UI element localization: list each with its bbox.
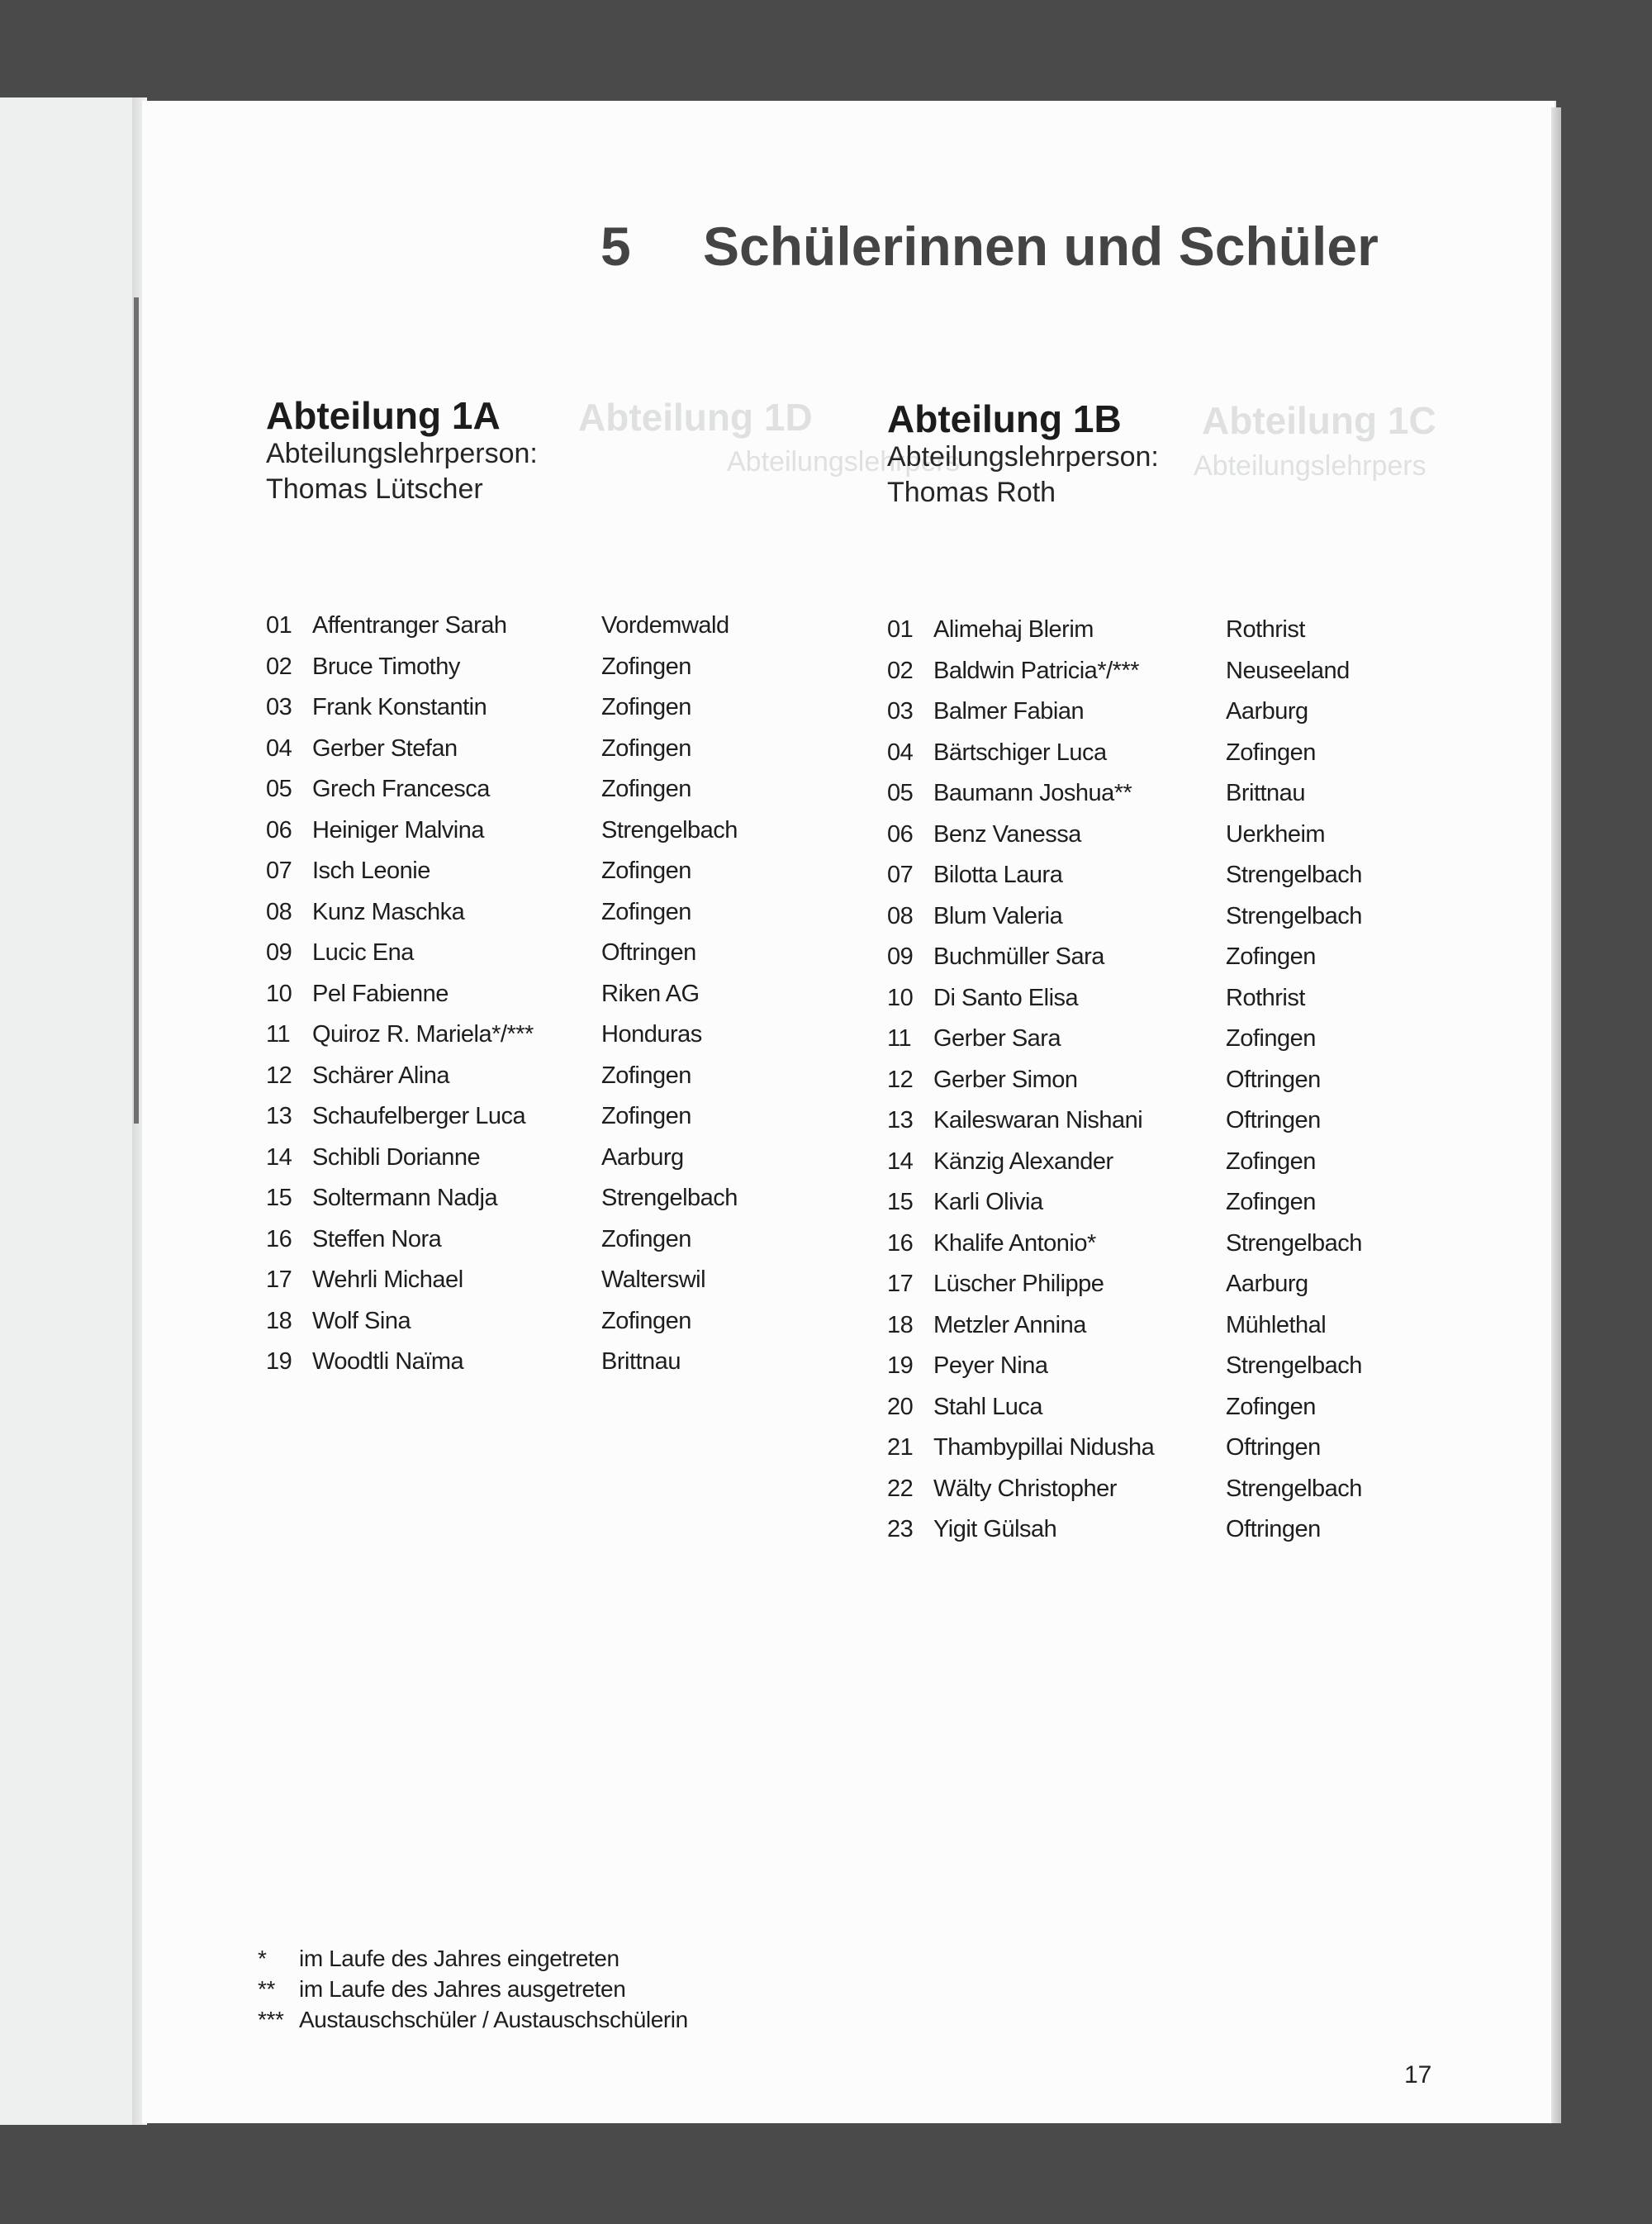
student-number: 14 [266,1143,292,1171]
student-town: Zofingen [1226,1189,1316,1215]
student-name: Schibli Dorianne [312,1143,481,1171]
student-town: Oftringen [1226,1107,1321,1133]
student-name: Bruce Timothy [312,653,460,680]
student-town: Oftringen [601,939,696,966]
section-1b-header [887,398,1159,511]
student-number: 10 [887,984,914,1011]
student-name: Metzler Annina [933,1311,1086,1338]
student-row [887,1509,1350,1551]
student-town: Strengelbach [1226,1352,1362,1379]
student-number: 10 [266,980,292,1007]
student-town: Rothrist [1226,616,1305,643]
student-town: Aarburg [601,1143,684,1171]
student-town: Uerkheim [1226,820,1326,848]
footnote-mark: * [258,1946,267,1971]
student-town: Zofingen [601,776,691,802]
footnote-mark: ** [258,1976,275,2002]
student-number: 12 [887,1066,914,1093]
student-number: 21 [887,1434,914,1461]
student-row [266,933,696,974]
student-number: 01 [887,616,914,643]
teacher-name: Thomas Lütscher [266,473,483,505]
student-town: Rothrist [1226,984,1305,1011]
student-town: Zofingen [601,1062,691,1089]
student-name: Pel Fabienne [312,980,449,1007]
student-name: Karli Olivia [933,1189,1043,1215]
student-name: Wehrli Michael [312,1266,463,1293]
student-name: Khalife Antonio* [933,1229,1096,1257]
student-row [266,1015,702,1056]
student-number: 19 [887,1352,914,1379]
student-row [887,610,1350,651]
student-name: Quiroz R. Mariela*/*** [312,1021,534,1048]
student-row [266,729,691,770]
student-town: Brittnau [601,1348,681,1375]
student-row [887,896,1362,938]
showthrough-text: Abteilungslehrpers [727,446,960,478]
student-town: Zofingen [1226,1393,1316,1420]
student-number: 02 [887,657,914,684]
student-name: Benz Vanessa [933,820,1081,848]
section-title: Abteilung 1B [887,397,1122,440]
teacher-label: Abteilungslehrperson: [887,441,1159,473]
student-name: Bärtschiger Luca [933,739,1107,766]
chapter-title: Schülerinnen und Schüler [703,216,1379,277]
student-name: Lucic Ena [312,939,414,966]
student-number: 05 [266,776,292,802]
student-row [887,855,1362,896]
student-number: 19 [266,1348,292,1375]
student-town: Strengelbach [1226,1475,1362,1502]
student-row [887,937,1350,978]
student-town: Zofingen [1226,739,1316,766]
chapter-heading [601,215,1379,278]
student-row [266,1260,706,1301]
student-number: 02 [266,653,292,680]
chapter-number: 5 [601,216,631,277]
student-row [266,1219,691,1261]
student-row [266,1178,738,1219]
student-name: Stahl Luca [933,1393,1043,1420]
student-list-1b [887,610,1362,1551]
student-name: Lüscher Philippe [933,1271,1104,1297]
student-town: Strengelbach [601,816,738,844]
showthrough-text: Abteilung 1D [578,396,813,439]
student-town: Strengelbach [1226,862,1362,888]
student-name: Isch Leonie [312,858,430,884]
student-name: Steffen Nora [312,1225,442,1252]
student-number: 03 [266,694,292,720]
student-row [887,1142,1350,1183]
student-name: Yigit Gülsah [933,1516,1057,1542]
student-name: Wälty Christopher [933,1475,1117,1502]
student-number: 17 [887,1271,914,1297]
student-name: Känzig Alexander [933,1148,1113,1175]
student-name: Schärer Alina [312,1062,449,1089]
student-town: Honduras [601,1021,702,1048]
student-number: 15 [266,1185,292,1211]
student-number: 08 [266,898,292,925]
student-number: 04 [887,739,914,766]
student-number: 13 [887,1107,914,1133]
student-town: Zofingen [1226,1025,1316,1052]
student-number: 01 [266,612,292,639]
student-row [266,1342,681,1383]
student-name: Blum Valeria [933,902,1063,929]
student-number: 18 [266,1307,292,1334]
student-name: Affentranger Sarah [312,612,507,639]
student-row [887,1019,1350,1060]
student-town: Strengelbach [601,1185,738,1211]
student-row [266,606,729,647]
section-title: Abteilung 1A [266,394,501,437]
student-name: Peyer Nina [933,1352,1048,1379]
student-number: 04 [266,734,292,762]
student-number: 13 [266,1103,292,1129]
student-number: 22 [887,1475,914,1502]
page-number: 17 [1404,2061,1432,2089]
student-row [266,1096,691,1138]
footnote-text: Austauschschüler / Austauschschülerin [299,2007,688,2032]
section-1a-header [266,395,538,507]
student-town: Zofingen [601,858,691,884]
student-number: 09 [266,939,292,966]
student-number: 06 [887,820,914,848]
footnote [258,2004,688,2035]
student-town: Vordemwald [601,612,729,639]
student-name: Woodtli Naïma [312,1348,464,1375]
student-number: 16 [266,1225,292,1252]
facing-page [0,97,140,2125]
student-town: Oftringen [1226,1434,1321,1461]
student-row [887,1346,1362,1387]
student-number: 23 [887,1516,914,1542]
student-name: Baumann Joshua** [933,780,1132,806]
student-town: Zofingen [601,898,691,925]
student-town: Zofingen [1226,943,1316,970]
student-number: 11 [266,1021,291,1048]
student-number: 09 [887,943,914,970]
student-name: Heiniger Malvina [312,816,484,844]
student-number: 18 [887,1311,914,1338]
footnotes [258,1943,688,2035]
student-row [266,892,691,934]
student-number: 08 [887,902,914,929]
student-name: Balmer Fabian [933,698,1085,725]
footnote [258,1943,688,1974]
student-row [887,651,1350,692]
student-number: 06 [266,816,292,844]
student-town: Zofingen [1226,1148,1316,1175]
student-number: 11 [887,1025,912,1052]
teacher-label: Abteilungslehrperson: [266,438,538,469]
student-name: Kunz Maschka [312,898,465,925]
student-town: Walterswil [601,1266,706,1293]
student-town: Zofingen [601,1307,691,1334]
footnote-text: im Laufe des Jahres ausgetreten [299,1976,626,2002]
student-number: 03 [887,698,914,725]
student-town: Oftringen [1226,1516,1321,1542]
footnote-mark: *** [258,2007,284,2032]
student-name: Gerber Simon [933,1066,1078,1093]
student-list-1a [266,606,738,1383]
student-number: 14 [887,1148,914,1175]
student-town: Mühlethal [1226,1311,1327,1338]
student-row [887,691,1350,733]
student-row [887,815,1350,856]
student-row [266,1056,691,1097]
student-name: Thambypillai Nidusha [933,1434,1155,1461]
student-town: Zofingen [601,653,691,680]
student-name: Baldwin Patricia*/*** [933,657,1140,684]
student-town: Aarburg [1226,1271,1308,1297]
student-name: Kaileswaran Nishani [933,1107,1143,1133]
student-name: Schaufelberger Luca [312,1103,526,1129]
student-number: 12 [266,1062,292,1089]
page-edge [1551,107,1561,2123]
student-row [887,1060,1350,1101]
student-number: 15 [887,1189,914,1215]
student-number: 05 [887,780,914,806]
student-row [887,1428,1350,1469]
student-row [266,851,691,892]
student-town: Oftringen [1226,1066,1321,1093]
student-town: Zofingen [601,1225,691,1252]
student-row [266,974,700,1015]
student-name: Di Santo Elisa [933,984,1079,1011]
student-town: Neuseeland [1226,657,1350,684]
student-name: Grech Francesca [312,776,490,802]
footnote [258,1974,688,2004]
student-row [887,1469,1362,1510]
student-town: Strengelbach [1226,1229,1362,1257]
student-row [266,687,691,729]
student-row [266,769,691,810]
student-number: 17 [266,1266,292,1293]
student-number: 16 [887,1229,914,1257]
student-row [266,647,691,688]
student-row [887,1100,1350,1142]
teacher-name: Thomas Roth [887,477,1056,508]
student-town: Zofingen [601,694,691,720]
student-number: 20 [887,1393,914,1420]
student-town: Brittnau [1226,780,1305,806]
student-name: Bilotta Laura [933,862,1063,888]
student-number: 07 [266,858,292,884]
student-name: Gerber Stefan [312,734,458,762]
student-town: Strengelbach [1226,902,1362,929]
spine-shadow [134,297,139,1124]
student-number: 07 [887,862,914,888]
student-row [887,1182,1350,1224]
student-row [266,1301,691,1342]
student-row [887,773,1350,815]
student-row [887,1305,1350,1347]
showthrough-text: Abteilungslehrpers [1194,450,1427,482]
footnote-text: im Laufe des Jahres eingetreten [299,1946,620,1971]
student-name: Alimehaj Blerim [933,616,1094,643]
student-row [266,1138,684,1179]
student-row [887,1264,1350,1305]
student-name: Frank Konstantin [312,694,487,720]
student-row [266,810,738,852]
student-town: Zofingen [601,734,691,762]
student-row [887,1224,1362,1265]
student-row [887,733,1350,774]
student-name: Gerber Sara [933,1025,1061,1052]
student-row [887,1387,1350,1428]
showthrough-text: Abteilung 1C [1202,399,1436,442]
student-town: Aarburg [1226,698,1308,725]
student-town: Riken AG [601,980,700,1007]
student-town: Zofingen [601,1103,691,1129]
student-row [887,978,1350,1019]
student-name: Buchmüller Sara [933,943,1104,970]
student-name: Soltermann Nadja [312,1185,498,1211]
student-name: Wolf Sina [312,1307,411,1334]
